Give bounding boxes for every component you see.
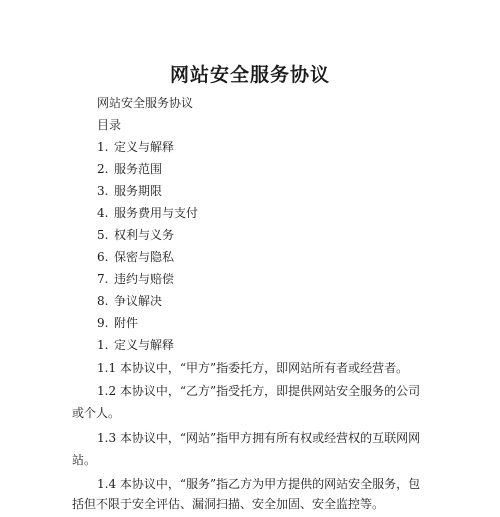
clause-1-2-line-2: 或个人。: [72, 406, 121, 420]
toc-item: [97, 205, 198, 221]
toc-item-number: 1.: [97, 140, 109, 154]
toc-item: [97, 271, 174, 287]
toc-item: [97, 183, 162, 199]
toc-item-number: 2.: [97, 162, 109, 176]
toc-item: [97, 249, 174, 265]
toc-item-label: 定义与解释: [114, 140, 175, 154]
toc-item: [97, 139, 174, 155]
toc-item-label: 权利与义务: [114, 228, 175, 242]
toc-item-label: 争议解决: [114, 294, 163, 308]
toc-item-number: 8.: [97, 294, 109, 308]
clause-1-2-line-1: 1.2 本协议中，“乙方”指受托方，即提供网站安全服务的公司: [97, 384, 421, 398]
toc-item-label: 保密与隐私: [114, 250, 175, 264]
toc-item-label: 服务范围: [114, 162, 163, 176]
toc-item: [97, 161, 162, 177]
clause-1-1: 1.1 本协议中，“甲方”指委托方，即网站所有者或经营者。: [97, 361, 409, 375]
toc-item-number: 4.: [97, 206, 109, 220]
toc-item: [97, 293, 162, 309]
document-title: 网站安全服务协议: [169, 64, 330, 86]
toc-item-number: 5.: [97, 228, 109, 242]
toc-item-number: 9.: [97, 316, 109, 330]
section-heading-label: 定义与解释: [114, 338, 175, 352]
toc-item-number: 7.: [97, 272, 109, 286]
toc-item-label: 服务期限: [114, 184, 163, 198]
toc-item-label: 附件: [114, 316, 139, 330]
clause-1-3-line-1: 1.3 本协议中，“网站”指甲方拥有所有权或经营权的互联网网: [97, 431, 421, 445]
clause-1-3-line-2: 站。: [72, 453, 97, 467]
clause-1-4-line-1: 1.4 本协议中，“服务”指乙方为甲方提供的网站安全服务，包: [97, 477, 421, 491]
section-heading-number: 1.: [97, 338, 109, 352]
toc-item-label: 服务费用与支付: [114, 206, 199, 220]
document-subtitle: 网站安全服务协议: [97, 96, 194, 110]
toc-heading: 目录: [97, 118, 122, 132]
toc-item-number: 3.: [97, 184, 109, 198]
toc-item-number: 6.: [97, 250, 109, 264]
toc-item-label: 违约与赔偿: [114, 272, 175, 286]
toc-item: [97, 227, 174, 243]
toc-item: [97, 315, 138, 331]
section-heading: [97, 337, 174, 353]
clause-1-4-line-2: 括但不限于安全评估、漏洞扫描、安全加固、安全监控等。: [72, 497, 385, 511]
